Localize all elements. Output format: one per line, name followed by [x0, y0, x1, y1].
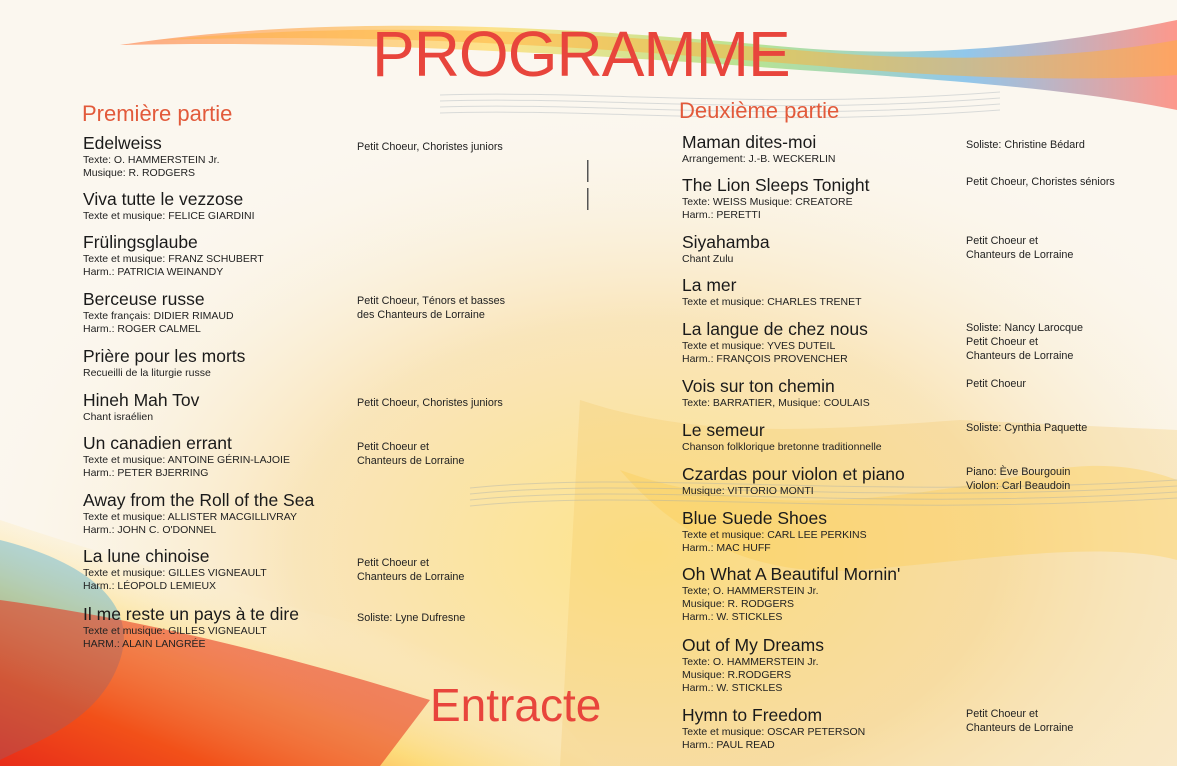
performer-line: Soliste: Lyne Dufresne	[357, 612, 466, 624]
piece-credit: Harm.: PERETTI	[682, 208, 761, 221]
performer-line: Soliste: Cynthia Paquette	[966, 422, 1088, 434]
entracte-heading: Entracte	[430, 679, 602, 731]
piece-lamer	[682, 276, 862, 309]
performer-line: Soliste: Nancy Larocque	[966, 322, 1084, 334]
performer-line: Chanteurs de Lorraine	[966, 722, 1074, 735]
performers	[966, 321, 1083, 363]
part2-heading: Deuxième partie	[679, 98, 840, 123]
performer-line: Soliste: Christine Bédard	[966, 139, 1085, 151]
performer-line: Petit Choeur, Choristes juniors	[357, 141, 503, 153]
piece-credit: Harm.: W. STICKLES	[682, 610, 783, 623]
piece-title: The Lion Sleeps Tonight	[682, 175, 870, 195]
piece-credit: Arrangement: J.-B. WECKERLIN	[682, 152, 836, 165]
performer-line: Petit Choeur et	[966, 708, 1039, 720]
piece-title: Un canadien errant	[83, 433, 232, 453]
piece-credit: HARM.: ALAIN LANGRÉE	[83, 637, 206, 650]
performer-line: Petit Choeur, Ténors et basses	[357, 295, 506, 307]
performers	[357, 440, 464, 468]
piece-credit: Harm.: JOHN C. O'DONNEL	[83, 523, 217, 536]
piece-credit: Harm.: FRANÇOIS PROVENCHER	[682, 352, 848, 365]
piece-credit: Musique: R. RODGERS	[83, 166, 196, 179]
programme-title: PROGRAMME	[372, 18, 790, 90]
piece-maman	[682, 133, 835, 166]
piece-credit: Texte français: DIDIER RIMAUD	[83, 309, 234, 322]
piece-credit: Texte et musique: FRANZ SCHUBERT	[83, 252, 264, 265]
performer-line: Petit Choeur et	[357, 557, 430, 569]
piece-frulingsglaube	[83, 233, 264, 279]
piece-title: Blue Suede Shoes	[682, 508, 827, 528]
piece-title: Il me reste un pays à te dire	[83, 604, 299, 624]
performer-line: des Chanteurs de Lorraine	[357, 309, 485, 322]
piece-siyahamba	[682, 233, 770, 266]
piece-credit: Harm.: ROGER CALMEL	[83, 322, 201, 335]
piece-credit: Texte et musique: CHARLES TRENET	[682, 295, 862, 308]
piece-credit: Texte et musique: ALLISTER MACGILLIVRAY	[83, 510, 297, 523]
piece-title: Berceuse russe	[83, 289, 205, 309]
piece-edelweiss	[83, 134, 220, 180]
performer-line: Petit Choeur et	[357, 441, 430, 453]
piece-blue-suede	[682, 509, 867, 555]
piece-credit: Recueilli de la liturgie russe	[83, 366, 211, 379]
piece-pays	[83, 605, 299, 651]
piece-credit: Texte et musique: OSCAR PETERSON	[682, 725, 866, 738]
piece-credit: Harm.: PAUL READ	[682, 738, 775, 751]
piece-canadien	[83, 434, 290, 480]
piece-out-of-dreams	[682, 636, 824, 695]
piece-credit: Texte: WEISS Musique: CREATORE	[682, 195, 853, 208]
performers	[966, 377, 1026, 391]
piece-oh-what	[682, 565, 900, 624]
piece-credit: Texte: O. HAMMERSTEIN Jr.	[682, 655, 819, 668]
performer-line: Chanteurs de Lorraine	[966, 350, 1074, 363]
piece-credit: Chanson folklorique bretonne traditionnelle	[682, 440, 882, 453]
performers	[966, 465, 1070, 493]
piece-credit: Harm.: W. STICKLES	[682, 681, 783, 694]
piece-credit: Harm.: PATRICIA WEINANDY	[83, 265, 224, 278]
performer-line: Petit Choeur et	[966, 336, 1039, 349]
piece-credit: Harm.: PETER BJERRING	[83, 466, 209, 479]
piece-title: Vois sur ton chemin	[682, 376, 835, 396]
performers	[966, 234, 1073, 262]
performers	[966, 707, 1073, 735]
piece-berceuse	[83, 290, 234, 336]
piece-credit: Texte et musique: ANTOINE GÉRIN-LAJOIE	[83, 453, 290, 466]
piece-title: La langue de chez nous	[682, 319, 868, 339]
performers	[357, 396, 503, 410]
piece-credit: Harm.: MAC HUFF	[682, 541, 771, 554]
performer-line: Chanteurs de Lorraine	[357, 455, 465, 468]
performers	[966, 421, 1087, 435]
piece-credit: Texte et musique: FELICE GIARDINI	[83, 209, 255, 222]
performers	[966, 138, 1085, 152]
piece-langue	[682, 320, 868, 366]
performer-line: Petit Choeur, Choristes séniors	[966, 176, 1115, 188]
piece-credit: Texte: O. HAMMERSTEIN Jr.	[83, 153, 220, 166]
piece-title: Viva tutte le vezzose	[83, 189, 244, 209]
piece-credit: Musique: VITTORIO MONTI	[682, 484, 814, 497]
piece-title: Oh What A Beautiful Mornin'	[682, 564, 901, 584]
piece-credit: Texte et musique: GILLES VIGNEAULT	[83, 624, 267, 637]
piece-title: La lune chinoise	[83, 546, 210, 566]
piece-title: La mer	[682, 275, 737, 295]
piece-title: Edelweiss	[83, 133, 162, 153]
piece-vois	[682, 377, 870, 410]
piece-priere	[83, 347, 245, 380]
piece-credit: Texte: BARRATIER, Musique: COULAIS	[682, 396, 870, 409]
piece-credit: Musique: R. RODGERS	[682, 597, 795, 610]
performers	[966, 175, 1115, 189]
piece-credit: Texte et musique: YVES DUTEIL	[682, 339, 836, 352]
performer-line: Chanteurs de Lorraine	[357, 571, 465, 584]
performer-line: Chanteurs de Lorraine	[966, 249, 1074, 262]
piece-title: Maman dites-moi	[682, 132, 817, 152]
piece-title: Frülingsglaube	[83, 232, 198, 252]
performer-line: Piano: Ève Bourgouin	[966, 466, 1071, 478]
performer-line: Violon: Carl Beaudoin	[966, 480, 1071, 493]
piece-title: Away from the Roll of the Sea	[83, 490, 315, 510]
performer-line: Petit Choeur	[966, 378, 1027, 390]
performers	[357, 140, 503, 154]
piece-title: Le semeur	[682, 420, 765, 440]
piece-hymn	[682, 706, 865, 752]
performer-line: Petit Choeur, Choristes juniors	[357, 397, 503, 409]
performers	[357, 294, 505, 322]
piece-title: Out of My Dreams	[682, 635, 824, 655]
piece-semeur	[682, 421, 882, 454]
piece-czardas	[682, 465, 905, 498]
piece-title: Prière pour les morts	[83, 346, 246, 366]
piece-credit: Musique: R.RODGERS	[682, 668, 792, 681]
piece-lune	[83, 547, 267, 593]
piece-lion	[682, 176, 869, 222]
piece-title: Hineh Mah Tov	[83, 390, 200, 410]
piece-viva	[83, 190, 255, 223]
piece-hineh	[83, 391, 199, 424]
piece-title: Siyahamba	[682, 232, 770, 252]
performer-line: Petit Choeur et	[966, 235, 1039, 247]
piece-credit: Harm.: LÉOPOLD LEMIEUX	[83, 579, 217, 592]
piece-credit: Chant israélien	[83, 410, 154, 423]
part1-heading: Première partie	[82, 101, 233, 126]
performers	[357, 556, 464, 584]
piece-away	[83, 491, 314, 537]
piece-credit: Texte et musique: CARL LEE PERKINS	[682, 528, 867, 541]
piece-title: Hymn to Freedom	[682, 705, 823, 725]
performers	[357, 611, 465, 625]
piece-credit: Texte et musique: GILLES VIGNEAULT	[83, 566, 267, 579]
piece-title: Czardas pour violon et piano	[682, 464, 905, 484]
piece-credit: Chant Zulu	[682, 252, 734, 265]
piece-credit: Texte; O. HAMMERSTEIN Jr.	[682, 584, 819, 597]
